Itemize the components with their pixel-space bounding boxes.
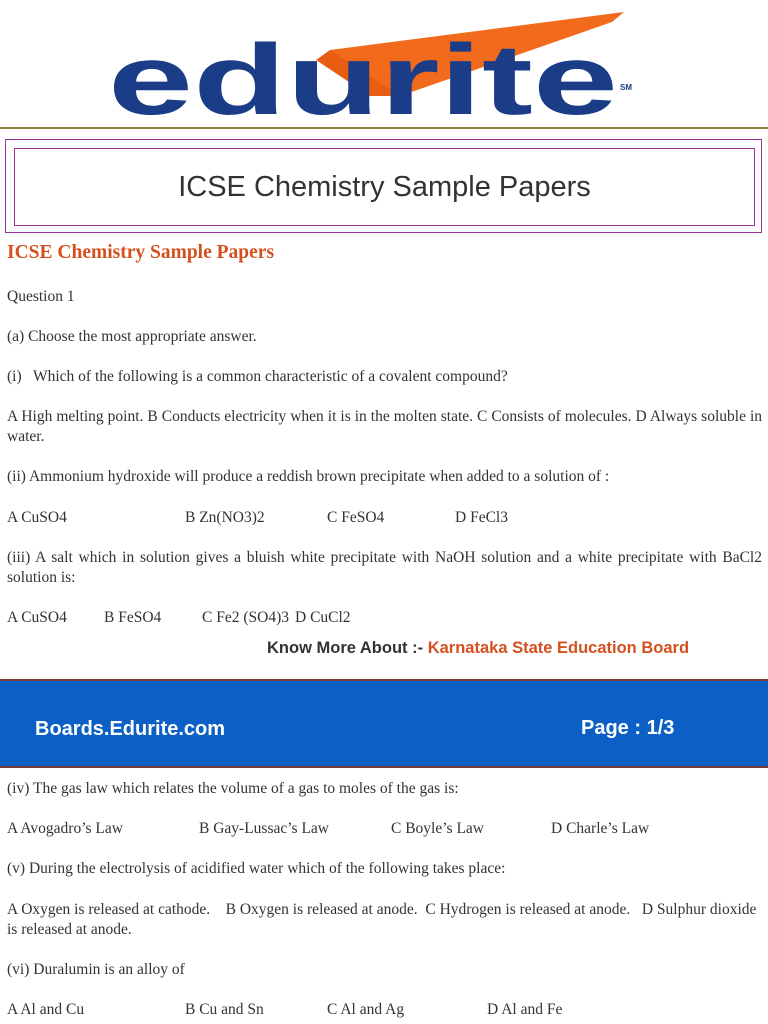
know-more [267, 639, 689, 658]
q4-block [7, 779, 762, 799]
q4-option-d: D Charle’s Law [551, 820, 650, 837]
q1-block [7, 367, 762, 387]
q4-option-a: A Avogadro’s Law [7, 820, 123, 837]
q3-option-c: C Fe2 (SO4)3 [202, 609, 289, 626]
q5-options-block [7, 900, 762, 940]
q2-option-d: D FeCl3 [455, 509, 508, 526]
q4-option-b: B Gay-Lussac’s Law [199, 820, 329, 837]
banner-page-number: Page : 1/3 [581, 717, 675, 739]
section-heading: ICSE Chemistry Sample Papers [7, 242, 275, 263]
section-heading-block [7, 243, 762, 263]
header-divider [0, 127, 768, 129]
svg-text:edurite: edurite [108, 24, 618, 124]
q5-options: A Oxygen is released at cathode. B Oxygen is released at anode. C Hydrogen is released at anode. D Sulphur dioxide is released at anode. [7, 901, 761, 938]
q4-text: (iv) The gas law which relates the volume of a gas to moles of the gas is: [7, 780, 459, 797]
q2-option-a: A CuSO4 [7, 509, 67, 526]
q3-block [7, 548, 762, 588]
page-banner [0, 679, 768, 768]
title-box [14, 148, 755, 226]
q4-option-c: C Boyle’s Law [391, 820, 484, 837]
q1-options: A High melting point. B Conducts electricity when it is in the molten state. C Consists of molecules. D Always soluble in water. [7, 408, 762, 445]
edurite-logo [108, 6, 648, 124]
q6-option-d: D Al and Fe [487, 1001, 563, 1018]
know-more-link[interactable]: Karnataka State Education Board [427, 639, 690, 657]
q2-text: (ii) Ammonium hydroxide will produce a reddish brown precipitate when added to a solution of : [7, 468, 610, 485]
svg-text:SM: SM [620, 83, 632, 92]
page-title: ICSE Chemistry Sample Papers [178, 170, 591, 203]
part-a-instruction: (a) Choose the most appropriate answer. [7, 328, 257, 345]
q3-option-a: A CuSO4 [7, 609, 67, 626]
q1-options-block [7, 407, 762, 447]
q2-option-b: B Zn(NO3)2 [185, 509, 265, 526]
question-label-block [7, 287, 762, 307]
q3-options [7, 608, 762, 628]
q6-options [7, 1000, 762, 1020]
q3-text: (iii) A salt which in solution gives a bluish white precipitate with NaOH solution and a white precipitate with BaCl2 solution is: [7, 549, 762, 586]
q3-option-d: D CuCl2 [295, 609, 351, 626]
banner-site[interactable]: Boards.Edurite.com [35, 718, 226, 740]
q2-block [7, 467, 762, 487]
q2-options [7, 508, 762, 528]
know-more-label: Know More About :- [267, 639, 428, 657]
part-a-block [7, 327, 762, 347]
question-label: Question 1 [7, 288, 75, 305]
q5-text: (v) During the electrolysis of acidified water which of the following takes place: [7, 860, 506, 877]
q6-block [7, 960, 762, 980]
edurite-logo-graphic [108, 6, 648, 124]
q6-option-c: C Al and Ag [327, 1001, 405, 1018]
q6-option-b: B Cu and Sn [185, 1001, 264, 1018]
q2-option-c: C FeSO4 [327, 509, 385, 526]
q5-block [7, 859, 762, 879]
q1-text: (i) Which of the following is a common characteristic of a covalent compound? [7, 368, 508, 385]
q4-options [7, 819, 762, 839]
q6-text: (vi) Duralumin is an alloy of [7, 961, 185, 978]
q3-option-b: B FeSO4 [104, 609, 162, 626]
q6-option-a: A Al and Cu [7, 1001, 85, 1018]
